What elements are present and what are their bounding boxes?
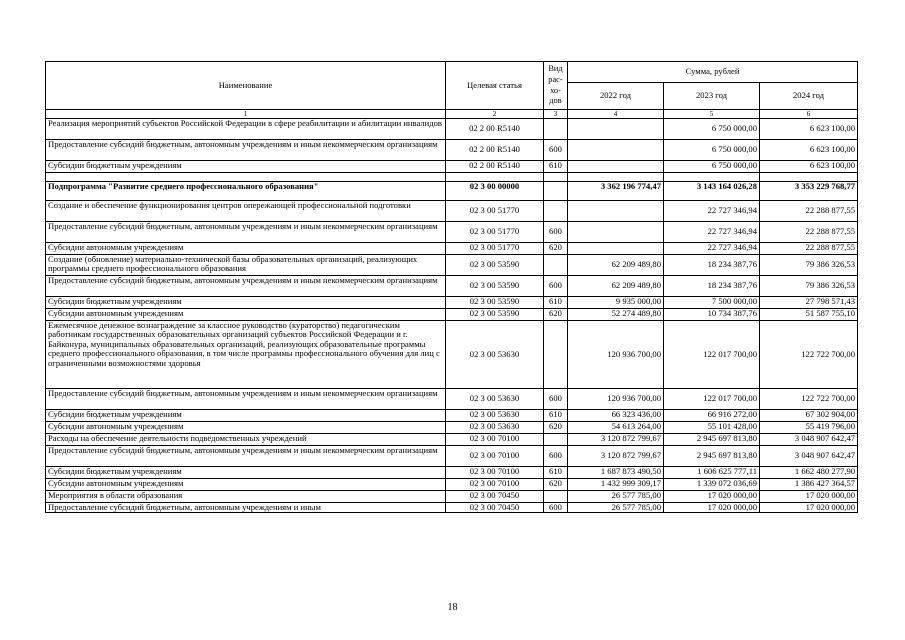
row-sum-2023: 1 339 072 036,69 bbox=[664, 479, 760, 491]
column-number-row bbox=[46, 110, 858, 119]
row-sum-2023: 22 727 346,94 bbox=[664, 201, 760, 222]
row-expense-type bbox=[544, 321, 568, 389]
row-expense-type: 610 bbox=[544, 467, 568, 479]
table-row bbox=[46, 201, 858, 222]
row-expense-type: 620 bbox=[544, 422, 568, 434]
row-sum-2024: 51 587 755,10 bbox=[760, 309, 858, 321]
row-sum-2022: 26 577 785,00 bbox=[568, 503, 664, 513]
row-sum-2023: 17 020 000,00 bbox=[664, 503, 760, 513]
row-name: Предоставление субсидий бюджетным, автономным учреждениям и иным bbox=[46, 503, 446, 513]
header-year-2024: 2024 год bbox=[760, 83, 858, 110]
row-sum-2023 bbox=[664, 173, 760, 182]
row-sum-2024: 67 302 904,00 bbox=[760, 410, 858, 422]
table-row bbox=[46, 491, 858, 503]
row-expense-type bbox=[544, 434, 568, 446]
row-name: Субсидии автономным учреждениям bbox=[46, 479, 446, 491]
table-row bbox=[46, 222, 858, 243]
row-sum-2024: 22 288 877,55 bbox=[760, 222, 858, 243]
row-sum-2024: 6 623 100,00 bbox=[760, 161, 858, 173]
row-sum-2024: 17 020 000,00 bbox=[760, 491, 858, 503]
table-row bbox=[46, 321, 858, 389]
row-sum-2022 bbox=[568, 161, 664, 173]
row-expense-type: 600 bbox=[544, 222, 568, 243]
row-sum-2022 bbox=[568, 243, 664, 255]
row-sum-2022: 120 936 700,00 bbox=[568, 389, 664, 410]
row-sum-2022: 120 936 700,00 bbox=[568, 321, 664, 389]
header-expense-type-line: рас- bbox=[548, 74, 563, 84]
table-row bbox=[46, 161, 858, 173]
row-sum-2023: 6 750 000,00 bbox=[664, 161, 760, 173]
row-sum-2022: 26 577 785,00 bbox=[568, 491, 664, 503]
row-expense-type: 610 bbox=[544, 297, 568, 309]
column-number: 2 bbox=[446, 110, 544, 119]
row-sum-2024: 27 798 571,43 bbox=[760, 297, 858, 309]
table-row bbox=[46, 173, 858, 182]
header-row-top bbox=[46, 62, 858, 83]
row-sum-2023: 122 017 700,00 bbox=[664, 389, 760, 410]
row-sum-2022 bbox=[568, 173, 664, 182]
row-name: Субсидии автономным учреждениям bbox=[46, 243, 446, 255]
header-expense-type-line: хо- bbox=[550, 85, 561, 95]
row-target-code: 02 3 00 51770 bbox=[446, 243, 544, 255]
table-row bbox=[46, 410, 858, 422]
column-number: 6 bbox=[760, 110, 858, 119]
row-name: Мероприятия в области образования bbox=[46, 491, 446, 503]
row-target-code bbox=[446, 173, 544, 182]
row-target-code: 02 3 00 70450 bbox=[446, 491, 544, 503]
row-sum-2024: 3 353 229 768,77 bbox=[760, 182, 858, 201]
table-row bbox=[46, 479, 858, 491]
row-expense-type bbox=[544, 255, 568, 276]
row-sum-2024: 6 623 100,00 bbox=[760, 119, 858, 140]
table-body bbox=[46, 62, 858, 513]
row-sum-2022: 3 120 872 799,67 bbox=[568, 434, 664, 446]
row-target-code: 02 2 00 R5140 bbox=[446, 140, 544, 161]
row-name: Субсидии бюджетным учреждениям bbox=[46, 467, 446, 479]
table-row bbox=[46, 446, 858, 467]
row-name: Расходы на обеспечение деятельности подведомственных учреждений bbox=[46, 434, 446, 446]
row-target-code: 02 3 00 53630 bbox=[446, 321, 544, 389]
table-row bbox=[46, 503, 858, 513]
row-name: Ежемесячное денежное вознаграждение за классное руководство (кураторство) педагогическим работникам государственных образовательных организаций субъектов Российской Федерации и г. Байконура, муниципальных образовательных организаций, реализующих образовательные программы среднего профессионального образования, в том числе программы профессионального обучения для лиц с ограниченными возможностями здоровья bbox=[46, 321, 446, 389]
row-target-code: 02 3 00 53630 bbox=[446, 410, 544, 422]
table-row bbox=[46, 389, 858, 410]
row-sum-2024: 122 722 700,00 bbox=[760, 321, 858, 389]
table-row bbox=[46, 243, 858, 255]
row-target-code: 02 3 00 53630 bbox=[446, 389, 544, 410]
row-expense-type: 600 bbox=[544, 140, 568, 161]
row-name bbox=[46, 173, 446, 182]
column-number: 5 bbox=[664, 110, 760, 119]
row-sum-2022: 3 120 872 799,67 bbox=[568, 446, 664, 467]
row-sum-2022 bbox=[568, 222, 664, 243]
row-name: Предоставление субсидий бюджетным, автономным учреждениям и иным некоммерческим организациям bbox=[46, 446, 446, 467]
row-expense-type: 600 bbox=[544, 389, 568, 410]
row-sum-2024 bbox=[760, 173, 858, 182]
row-sum-2024: 79 386 326,53 bbox=[760, 276, 858, 297]
row-name: Субсидии бюджетным учреждениям bbox=[46, 161, 446, 173]
page-number: 18 bbox=[447, 602, 458, 613]
row-sum-2022: 1 687 873 490,50 bbox=[568, 467, 664, 479]
row-expense-type bbox=[544, 119, 568, 140]
row-expense-type: 620 bbox=[544, 479, 568, 491]
row-target-code: 02 3 00 51770 bbox=[446, 201, 544, 222]
row-expense-type: 600 bbox=[544, 276, 568, 297]
row-sum-2024: 22 288 877,55 bbox=[760, 243, 858, 255]
row-target-code: 02 3 00 70100 bbox=[446, 467, 544, 479]
header-year-2022: 2022 год bbox=[568, 83, 664, 110]
row-sum-2023: 22 727 346,94 bbox=[664, 243, 760, 255]
row-sum-2022 bbox=[568, 140, 664, 161]
row-name: Подпрограмма "Развитие среднего профессионального образования" bbox=[46, 182, 446, 201]
row-name: Предоставление субсидий бюджетным, автономным учреждениям и иным некоммерческим организациям bbox=[46, 389, 446, 410]
row-sum-2023: 6 750 000,00 bbox=[664, 140, 760, 161]
row-target-code: 02 3 00 70100 bbox=[446, 446, 544, 467]
header-sum: Сумма, рублей bbox=[568, 62, 858, 83]
row-sum-2022 bbox=[568, 201, 664, 222]
row-expense-type: 620 bbox=[544, 309, 568, 321]
row-expense-type bbox=[544, 201, 568, 222]
header-expense-type-line: Вид bbox=[548, 64, 563, 74]
row-expense-type: 600 bbox=[544, 503, 568, 513]
row-sum-2023: 2 945 697 813,80 bbox=[664, 446, 760, 467]
row-target-code: 02 3 00 70450 bbox=[446, 503, 544, 513]
row-expense-type bbox=[544, 173, 568, 182]
row-expense-type bbox=[544, 491, 568, 503]
row-target-code: 02 3 00 70100 bbox=[446, 479, 544, 491]
row-name: Создание и обеспечение функционирования центров опережающей профессиональной подготовки bbox=[46, 201, 446, 222]
row-sum-2022: 3 362 196 774,47 bbox=[568, 182, 664, 201]
row-target-code: 02 3 00 00000 bbox=[446, 182, 544, 201]
row-sum-2023: 10 734 387,76 bbox=[664, 309, 760, 321]
row-sum-2022: 54 613 264,00 bbox=[568, 422, 664, 434]
budget-table bbox=[45, 61, 858, 513]
row-target-code: 02 3 00 51770 bbox=[446, 222, 544, 243]
row-expense-type: 620 bbox=[544, 243, 568, 255]
row-sum-2023: 22 727 346,94 bbox=[664, 222, 760, 243]
row-sum-2024: 3 048 907 642,47 bbox=[760, 446, 858, 467]
table-row bbox=[46, 422, 858, 434]
row-name: Субсидии бюджетным учреждениям bbox=[46, 410, 446, 422]
row-target-code: 02 2 00 R5140 bbox=[446, 161, 544, 173]
row-sum-2024: 55 419 796,00 bbox=[760, 422, 858, 434]
row-target-code: 02 3 00 53630 bbox=[446, 422, 544, 434]
row-sum-2024: 79 386 326,53 bbox=[760, 255, 858, 276]
header-expense-type bbox=[544, 62, 568, 110]
row-target-code: 02 3 00 53590 bbox=[446, 255, 544, 276]
row-sum-2024: 122 722 700,00 bbox=[760, 389, 858, 410]
row-sum-2023: 122 017 700,00 bbox=[664, 321, 760, 389]
subprogram-row bbox=[46, 182, 858, 201]
table-row bbox=[46, 119, 858, 140]
header-expense-type-line: дов bbox=[549, 96, 562, 106]
row-sum-2024: 1 386 427 364,57 bbox=[760, 479, 858, 491]
row-sum-2023: 1 606 625 777,11 bbox=[664, 467, 760, 479]
table-row bbox=[46, 467, 858, 479]
row-sum-2024: 3 048 907 642,47 bbox=[760, 434, 858, 446]
row-sum-2022: 66 323 436,00 bbox=[568, 410, 664, 422]
column-number: 4 bbox=[568, 110, 664, 119]
row-expense-type: 610 bbox=[544, 161, 568, 173]
row-sum-2024: 1 662 480 277,90 bbox=[760, 467, 858, 479]
table-row bbox=[46, 434, 858, 446]
row-sum-2023: 7 500 000,00 bbox=[664, 297, 760, 309]
row-sum-2024: 17 020 000,00 bbox=[760, 503, 858, 513]
row-name: Предоставление субсидий бюджетным, автономным учреждениям и иным некоммерческим организациям bbox=[46, 276, 446, 297]
header-target: Целевая статья bbox=[446, 62, 544, 110]
row-sum-2022: 9 935 000,00 bbox=[568, 297, 664, 309]
row-sum-2023: 2 945 697 813,80 bbox=[664, 434, 760, 446]
table-row bbox=[46, 276, 858, 297]
row-sum-2023: 55 101 428,00 bbox=[664, 422, 760, 434]
row-expense-type: 600 bbox=[544, 446, 568, 467]
table-row bbox=[46, 297, 858, 309]
row-sum-2022: 52 274 489,80 bbox=[568, 309, 664, 321]
row-sum-2022: 1 432 999 309,17 bbox=[568, 479, 664, 491]
row-sum-2023: 3 143 164 026,28 bbox=[664, 182, 760, 201]
row-sum-2024: 22 288 877,55 bbox=[760, 201, 858, 222]
row-name: Субсидии бюджетным учреждениям bbox=[46, 297, 446, 309]
row-sum-2023: 17 020 000,00 bbox=[664, 491, 760, 503]
row-target-code: 02 2 00 R5140 bbox=[446, 119, 544, 140]
row-expense-type bbox=[544, 182, 568, 201]
row-sum-2023: 18 234 387,76 bbox=[664, 276, 760, 297]
row-sum-2023: 18 234 387,76 bbox=[664, 255, 760, 276]
header-year-2023: 2023 год bbox=[664, 83, 760, 110]
column-number: 3 bbox=[544, 110, 568, 119]
table-row bbox=[46, 255, 858, 276]
row-target-code: 02 3 00 53590 bbox=[446, 276, 544, 297]
row-sum-2023: 6 750 000,00 bbox=[664, 119, 760, 140]
row-sum-2022 bbox=[568, 119, 664, 140]
row-sum-2024: 6 623 100,00 bbox=[760, 140, 858, 161]
row-target-code: 02 3 00 70100 bbox=[446, 434, 544, 446]
row-sum-2023: 66 916 272,00 bbox=[664, 410, 760, 422]
row-name: Предоставление субсидий бюджетным, автономным учреждениям и иным некоммерческим организациям bbox=[46, 222, 446, 243]
row-sum-2022: 62 209 489,80 bbox=[568, 276, 664, 297]
header-name: Наименование bbox=[46, 62, 446, 110]
row-sum-2022: 62 209 489,80 bbox=[568, 255, 664, 276]
table-row bbox=[46, 140, 858, 161]
row-name: Субсидии автономным учреждениям bbox=[46, 422, 446, 434]
row-expense-type: 610 bbox=[544, 410, 568, 422]
row-name: Создание (обновление) материально-технической базы образовательных организаций, реализующих программы среднего профессионального образования bbox=[46, 255, 446, 276]
table-row bbox=[46, 309, 858, 321]
column-number: 1 bbox=[46, 110, 446, 119]
row-name: Субсидии автономным учреждениям bbox=[46, 309, 446, 321]
row-name: Реализация мероприятий субъектов Российской Федерации в сфере реабилитации и абилитации инвалидов bbox=[46, 119, 446, 140]
row-target-code: 02 3 00 53590 bbox=[446, 309, 544, 321]
row-name: Предоставление субсидий бюджетным, автономным учреждениям и иным некоммерческим организациям bbox=[46, 140, 446, 161]
row-target-code: 02 3 00 53590 bbox=[446, 297, 544, 309]
